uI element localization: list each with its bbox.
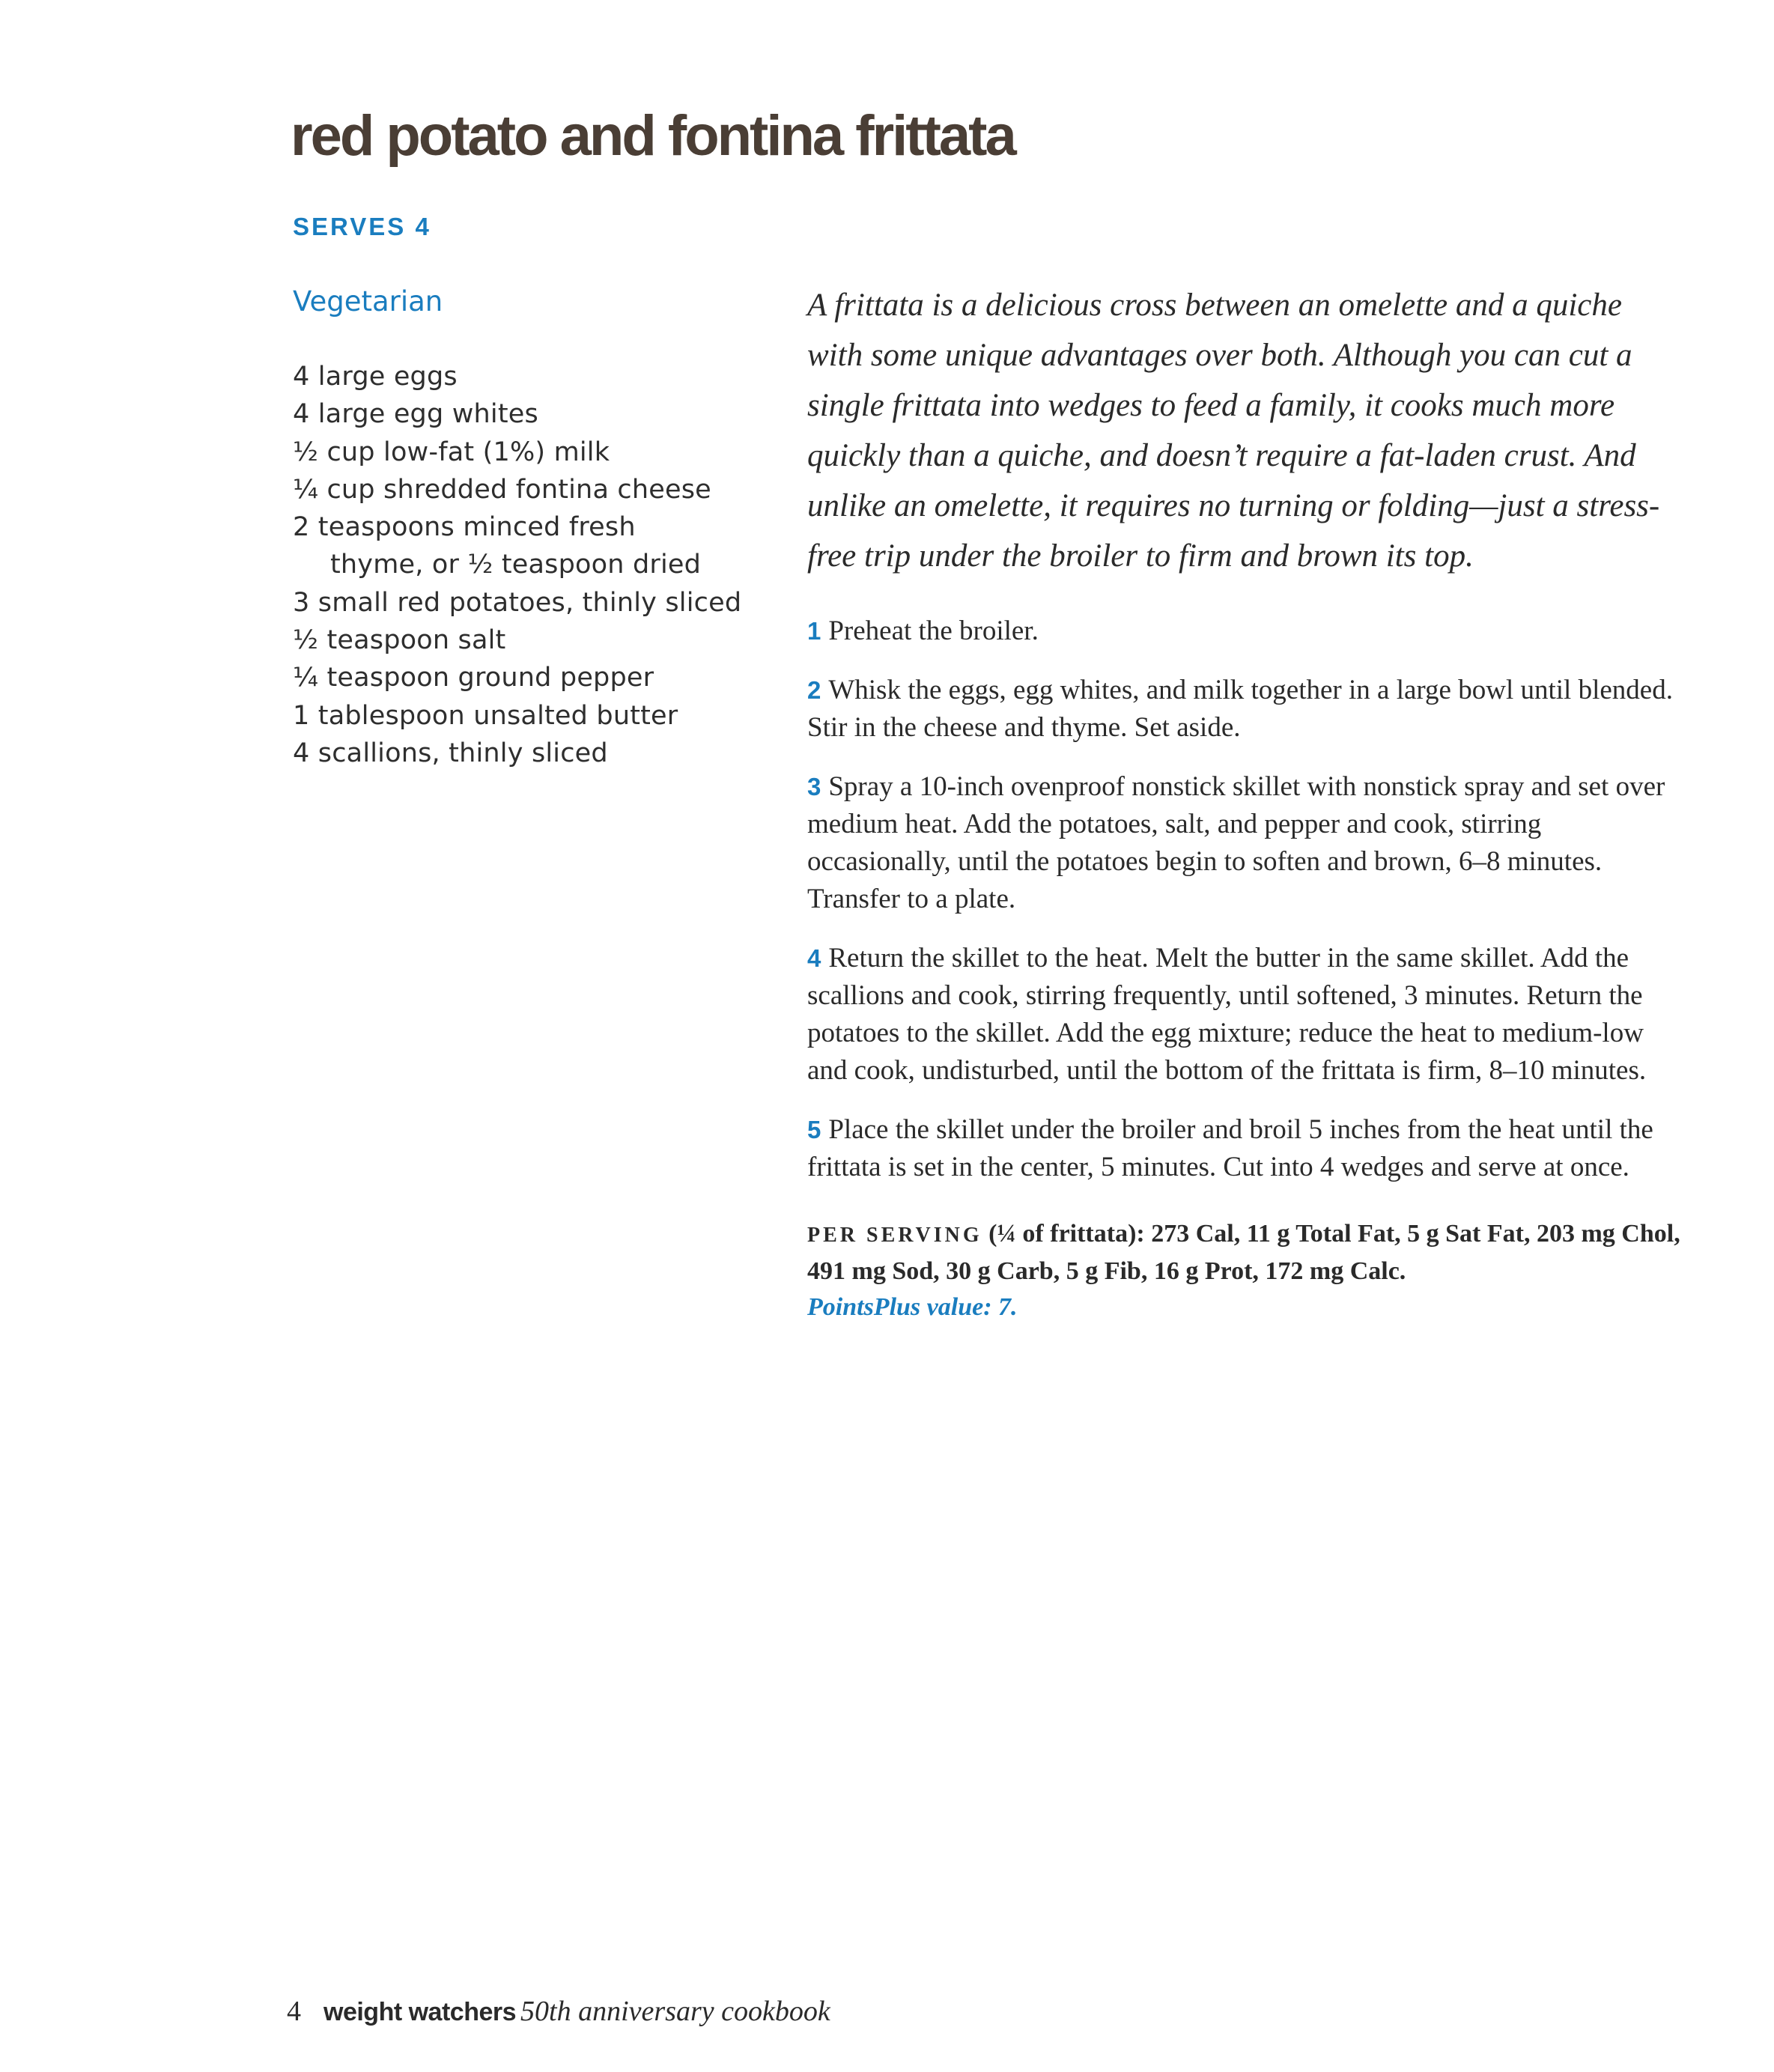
step-item [807,768,1683,918]
ingredient-item: ¼ teaspoon ground pepper [293,663,654,693]
step-number: 2 [807,676,821,704]
step-item [807,613,1683,650]
diet-tag: Vegetarian [293,285,443,318]
step-text: Place the skillet under the broiler and broil 5 inches from the heat until the frittata is set in the center, 5 minutes. Cut into 4 wedges and serve at once. [807,1114,1653,1182]
step-number: 5 [807,1116,821,1143]
step-text: Preheat the broiler. [828,616,1039,646]
step-item [807,672,1683,747]
ingredient-item: ½ cup low-fat (1%) milk [293,437,610,467]
step-number: 1 [807,617,821,645]
nutrition-label: PER SERVING [807,1224,982,1247]
step-item [807,1111,1683,1186]
recipe-intro: A frittata is a delicious cross between an omelette and a quiche with some unique advantages over both. Although you can cut a single frittata into wedges to feed a family, it cooks much more quickly than a quiche, and doesn’t require a fat-laden crust. And unlike an omelette, it requires no turning or folding—just a stress-free trip under the broiler to firm and brown its top. [807,288,1660,574]
step-text: Return the skillet to the heat. Melt the butter in the same skillet. Add the scallions and cook, stirring frequently, until softened, 3 minutes. Return the potatoes to the skillet. Add the egg mixture; reduce the heat to medium-low and cook, undisturbed, until the bottom of the frittata is firm, 8–10 minutes. [807,943,1647,1086]
ingredient-list [293,358,757,772]
nutrition-text: (¼ of frittata): 273 Cal, 11 g Total Fat, 5 g Sat Fat, 203 mg Chol, 491 mg Sod, 30 g Carb, 5 g Fib, 16 g Prot, 172 mg Calc. [807,1220,1680,1285]
step-item [807,940,1683,1090]
ingredients-column [293,283,757,772]
page-number: 4 [287,1996,301,2027]
footer-subtitle: 50th anniversary cookbook [520,1996,830,2027]
step-number: 4 [807,944,821,972]
points-plus-value: PointsPlus value: 7. [807,1293,1018,1321]
page-footer [287,1995,830,2028]
ingredient-item: 4 scallions, thinly sliced [293,738,608,768]
ingredient-item: 1 tablespoon unsalted butter [293,700,678,731]
serves-label: SERVES 4 [293,213,431,240]
step-text: Whisk the eggs, egg whites, and milk together in a large bowl until blended. Stir in the cheese and thyme. Set aside. [807,675,1673,743]
ingredient-item: ¼ cup shredded fontina cheese [293,474,711,505]
ingredient-item: ½ teaspoon salt [293,625,506,656]
ingredient-item: 4 large eggs [293,362,458,392]
step-list [807,613,1683,1186]
ingredient-item-continued: thyme, or ½ teaspoon dried [330,550,702,580]
footer-brand: weight watchers [323,1998,517,2026]
recipe-title: red potato and fontina frittata [291,104,1015,168]
step-text: Spray a 10-inch ovenproof nonstick skillet with nonstick spray and set over medium heat. Add the potatoes, salt, and pepper and cook, stirring occasionally, until the potatoes begin to soften and brown, 6–8 minutes. Transfer to a plate. [807,771,1665,914]
method-column [807,280,1683,1325]
ingredient-item: 4 large egg whites [293,399,538,430]
step-number: 3 [807,773,821,800]
ingredient-item: 2 teaspoons minced fresh [293,512,636,543]
nutrition-info [807,1216,1683,1325]
ingredient-item: 3 small red potatoes, thinly sliced [293,587,742,618]
